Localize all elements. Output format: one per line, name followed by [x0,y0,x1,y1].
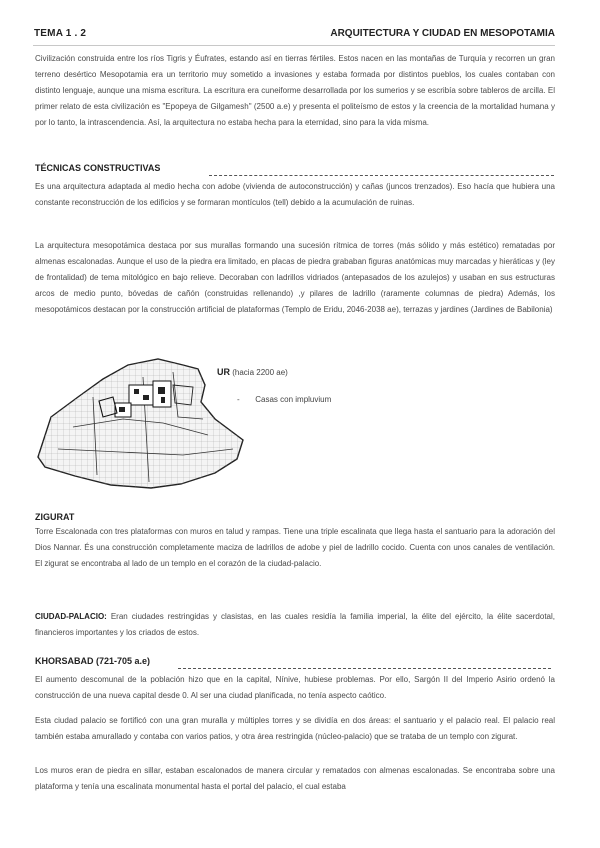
khorsabad-paragraph-2: Esta ciudad palacio se fortificó con una gran muralla y múltiples torres y se dividía en dos áreas: el santuario y el palacio real. El palacio real también estaba amurallado y contaba con varios patios, y otra área restringida (núcleo-palacio) que se trataba de un templo con zigurat. [35,716,555,741]
ur-date: (hacia 2200 ae) [232,368,288,377]
ur-city-plan-image [33,357,248,490]
tecnicas-paragraph-2: La arquitectura mesopotámica destaca por sus murallas formando una sucesión rítmica de torres (más sólido y más estético) rematadas por almenas escalonadas. Aunque el uso de la piedra era limitado, en placas de piedra grababan figuras anatómicas muy marcadas y hieráticas y (ley de frontalidad) de tema mitológico en bajo relieve. Decoraban con ladrillos vidriados (antepasados de los azulejos) y usaban en sus estructuras arcos de medio punto, bóvedas de cañón (construidas rellenando) ,y pilares de ladrillo (raramente columnas de piedra) Además, los mesopotámicos destacan por la construcción artificial de plataformas (Templo de Eridu, 2046-2038 ae), terrazas y jardines (Jardines de Babilonia) [35,241,555,314]
ur-bullet-text: Casas con impluvium [255,395,332,404]
heading-zigurat: ZIGURAT [35,512,75,522]
bullet-dash: - [237,395,240,404]
zigurat-paragraph: Torre Escalonada con tres plataformas con muros en talud y rampas. Tiene una triple escalinata que llega hasta el santuario para la adoración del Dios Nannar. És una construcción completamente maciza de ladrillos de adobe y piel de ladrillo cocido. Cuenta con unos canales de ventilación. El zigurat se encontraba al lado de un templo en el corazón de la ciudad-palacio. [35,527,555,568]
tecnicas-paragraph-1: Es una arquitectura adaptada al medio hecha con adobe (vivienda de autoconstrucción) y cañas (juncos trenzados). Eso hacía que hubiera una constante reconstrucción de los edificios y se formaran montículos (tell) debido a la acumulación de ruinas. [35,182,555,207]
ciudad-palacio-label: CIUDAD-PALACIO: [35,612,107,621]
page-header [33,28,555,42]
header-rule [33,45,555,46]
ur-caption [217,367,288,377]
heading-fill-line [178,668,551,669]
khorsabad-paragraph-3: Los muros eran de piedra en sillar, estaban escalonados de manera circular y rematados con almenas escalonadas. Se encontraba sobre una plataforma y tenía una escalinata monumental hasta el portal del palacio, el cual estaba [35,766,555,791]
topic-title: ARQUITECTURA Y CIUDAD EN MESOPOTAMIA [330,28,555,39]
ur-name: UR [217,367,230,377]
khorsabad-paragraph-1: El aumento descomunal de la población hizo que en la capital, Nínive, hubiese problemas. Por ello, Sargón II del Imperio Asirio ordenó la construcción de una nueva capital desde 0. Al ser una ciudad planificada, no tenía aspecto caótico. [35,675,555,700]
ciudad-palacio-paragraph [35,609,555,641]
ciudad-palacio-text: Eran ciudades restringidas y clasistas, en las cuales residía la familia imperial, la élite del ejército, la élite sacerdotal, financieros importantes y los criados de estos. [35,612,555,637]
intro-paragraph: Civilización construida entre los ríos Tigris y Éufrates, estando así en tierras fértiles. Estos nacen en las montañas de Turquía y recorren un gran terreno desértico Mesopotamia era un territorio muy sometido a invasiones y estaba formada por distintos pueblos, los cuales contaban con distinto lenguaje, aunque una misma escritura. La escritura era cuneiforme desarrollada por los sumerios y se escribía sobre tableros de arcilla. El primer relato de esta civilización es "Epopeya de Gilgamesh" (2500 a.e) y presenta el politeísmo de estos y la creencia de la mortalidad humana y por lo tanto, la intrascendencia. Así, la arquitectura no estaba hecha para la eternidad, sino para la vida misma. [35,54,555,127]
heading-fill-line [209,175,554,176]
heading-tecnicas: TÉCNICAS CONSTRUCTIVAS [35,163,161,173]
ur-bullet-item [237,395,331,404]
document-page [33,0,555,848]
heading-khorsabad: KHORSABAD (721-705 a.e) [35,656,151,666]
topic-number: TEMA 1 . 2 [34,28,87,39]
